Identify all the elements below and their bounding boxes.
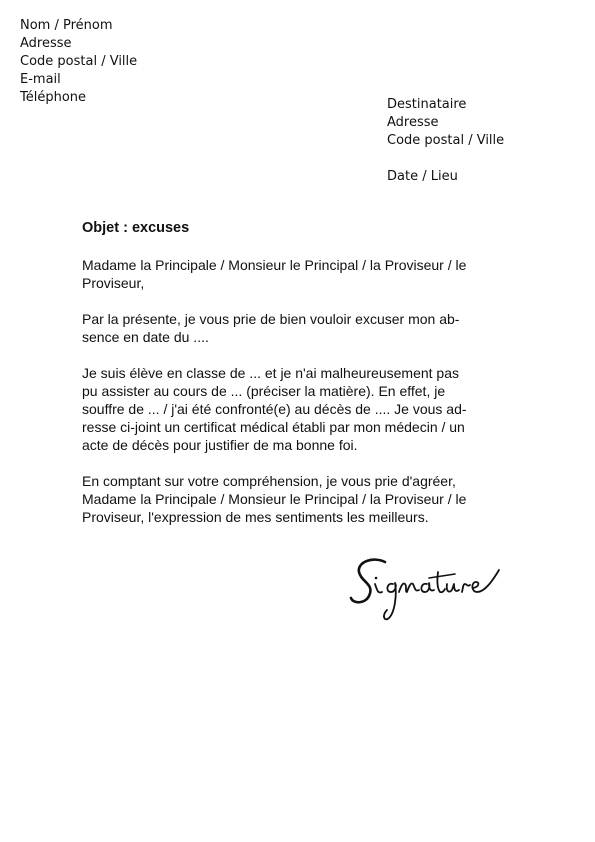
text-line: pu assister au cours de ... (préciser la matière). En effet, je (82, 383, 446, 399)
text-line: souffre de ... / j'ai été confronté(e) au décès de .... Je vous ad- (82, 401, 467, 417)
recipient-postal-city: Code postal / Ville (387, 133, 505, 148)
recipient-name: Destinataire (387, 97, 467, 112)
text-line: Madame la Principale / Monsieur le Principal / la Proviseur / le (82, 491, 467, 507)
signature-image (345, 552, 505, 627)
sender-name: Nom / Prénom (20, 18, 113, 33)
text-line: Par la présente, je vous prie de bien vouloir excuser mon ab- (82, 311, 460, 327)
recipient-block (387, 96, 504, 186)
text-line: acte de décès pour justifier de ma bonne foi. (82, 437, 358, 453)
explanation-paragraph (82, 364, 497, 454)
recipient-address: Adresse (387, 115, 439, 130)
sender-postal-city: Code postal / Ville (20, 54, 138, 69)
absence-paragraph (82, 310, 497, 346)
text-line: Proviseur, (82, 275, 145, 291)
sender-block (20, 17, 137, 107)
closing-paragraph (82, 472, 497, 526)
text-line: Proviseur, l'expression de mes sentiments les meilleurs. (82, 509, 429, 525)
letter-body (82, 219, 497, 544)
text-line: En comptant sur votre compréhension, je vous prie d'agréer, (82, 473, 456, 489)
sender-phone: Téléphone (20, 90, 87, 105)
salutation-paragraph (82, 256, 497, 292)
text-line: sence en date du .... (82, 329, 209, 345)
sender-address: Adresse (20, 36, 72, 51)
date-place: Date / Lieu (387, 169, 458, 184)
text-line: Madame la Principale / Monsieur le Principal / la Proviseur / le (82, 257, 467, 273)
letter-subject: Objet : excuses (82, 220, 190, 236)
sender-email: E-mail (20, 72, 61, 87)
text-line: resse ci-joint un certificat médical établi par mon médecin / un (82, 419, 465, 435)
text-line: Je suis élève en classe de ... et je n'ai malheureusement pas (82, 365, 459, 381)
